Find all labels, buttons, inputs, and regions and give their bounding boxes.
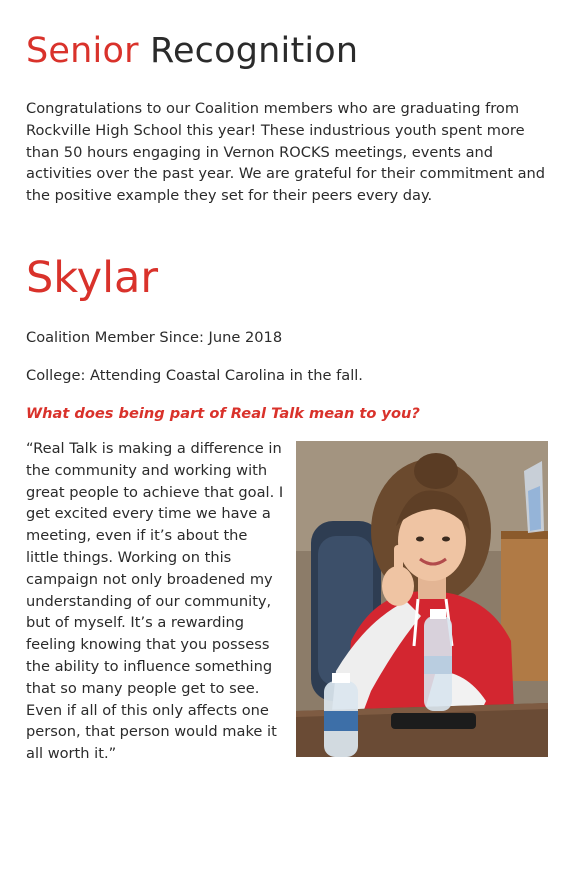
- page-title: [26, 30, 358, 72]
- title-accent: Senior: [26, 31, 139, 71]
- interview-question: What does being part of Real Talk mean to you?: [26, 405, 420, 422]
- member-college: College: Attending Coastal Carolina in the fall.: [26, 367, 363, 384]
- member-since: Coalition Member Since: June 2018: [26, 329, 283, 346]
- member-name: Skylar: [26, 253, 159, 303]
- title-rest: Recognition: [150, 31, 359, 71]
- intro-paragraph: Congratulations to our Coalition members who are graduating from Rockville High School this year! These industrious youth spent more than 50 hours engaging in Vernon ROCKS meetings, events and activities over the past year. We are grateful for their commitment and the positive example they set for their peers every day.: [26, 100, 546, 205]
- member-quote: “Real Talk is making a difference in the community and working with great people to achieve that goal. I get excited every time we have a meeting, even if it’s about the little things. Working on this campaign not only broadened my understanding of our community, but of myself. It’s a rewarding feeling knowing that you possess the ability to influence something that so many people get to see. Even if all of this only affects one person, that person would make it all worth it.”: [26, 440, 284, 763]
- member-photo: [296, 441, 548, 757]
